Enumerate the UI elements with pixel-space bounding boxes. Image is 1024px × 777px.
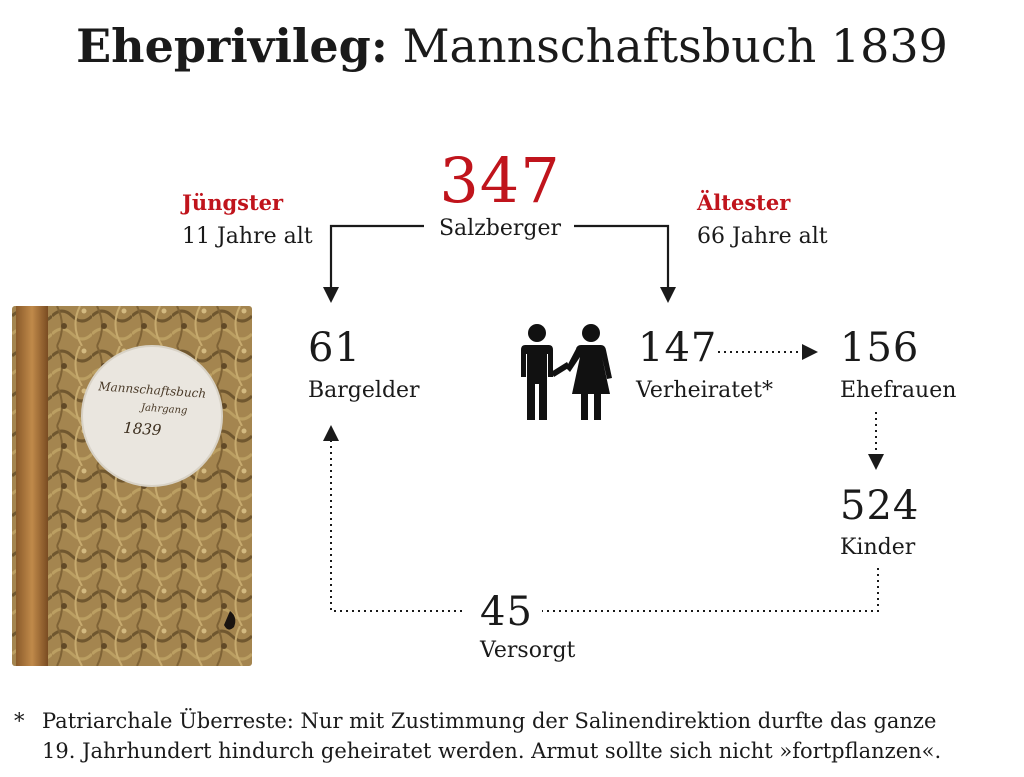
children-value: 524 — [840, 483, 920, 529]
bargelder-value: 61 — [308, 325, 361, 371]
title-rest: Mannschaftsbuch 1839 — [402, 19, 948, 73]
youngest-detail: 11 Jahre alt — [182, 224, 313, 249]
book-cover-image — [12, 306, 252, 666]
total-label: Salzberger — [438, 216, 562, 241]
arrow-total-to-married — [574, 226, 668, 295]
wives-value: 156 — [840, 325, 920, 371]
youngest-title: Jüngster — [182, 190, 284, 215]
provided-value: 45 — [480, 589, 533, 635]
married-value: 147 — [638, 325, 718, 371]
total-value: 347 — [439, 144, 561, 217]
footnote-line-1: Patriarchale Überreste: Nur mit Zustimmung der Salinendirektion durfte das ganze — [42, 709, 937, 733]
line-children-to-provided — [542, 568, 878, 611]
title-bold: Eheprivileg: — [76, 19, 388, 73]
footnote-line-2: 19. Jahrhundert hindurch geheiratet werden. Armut sollte sich nicht »fortpflanzen«. — [42, 739, 942, 763]
book-label-year: 1839 — [122, 418, 163, 440]
book-label-line1: Mannschaftsbuch — [97, 379, 207, 401]
oldest-title: Ältester — [697, 190, 791, 215]
arrow-provided-to-bargelder — [331, 433, 462, 611]
footnote-star: * — [14, 709, 25, 733]
couple-icon — [515, 322, 615, 422]
provided-label: Versorgt — [480, 638, 576, 663]
footnote — [14, 706, 1014, 766]
oldest-detail: 66 Jahre alt — [697, 224, 828, 249]
arrow-total-to-bargelder — [331, 226, 424, 295]
book-label-line2: Jahrgang — [140, 402, 188, 417]
wives-label: Ehefrauen — [840, 378, 957, 403]
children-label: Kinder — [840, 535, 916, 560]
bargelder-label: Bargelder — [308, 378, 420, 403]
married-label: Verheiratet* — [636, 378, 773, 403]
